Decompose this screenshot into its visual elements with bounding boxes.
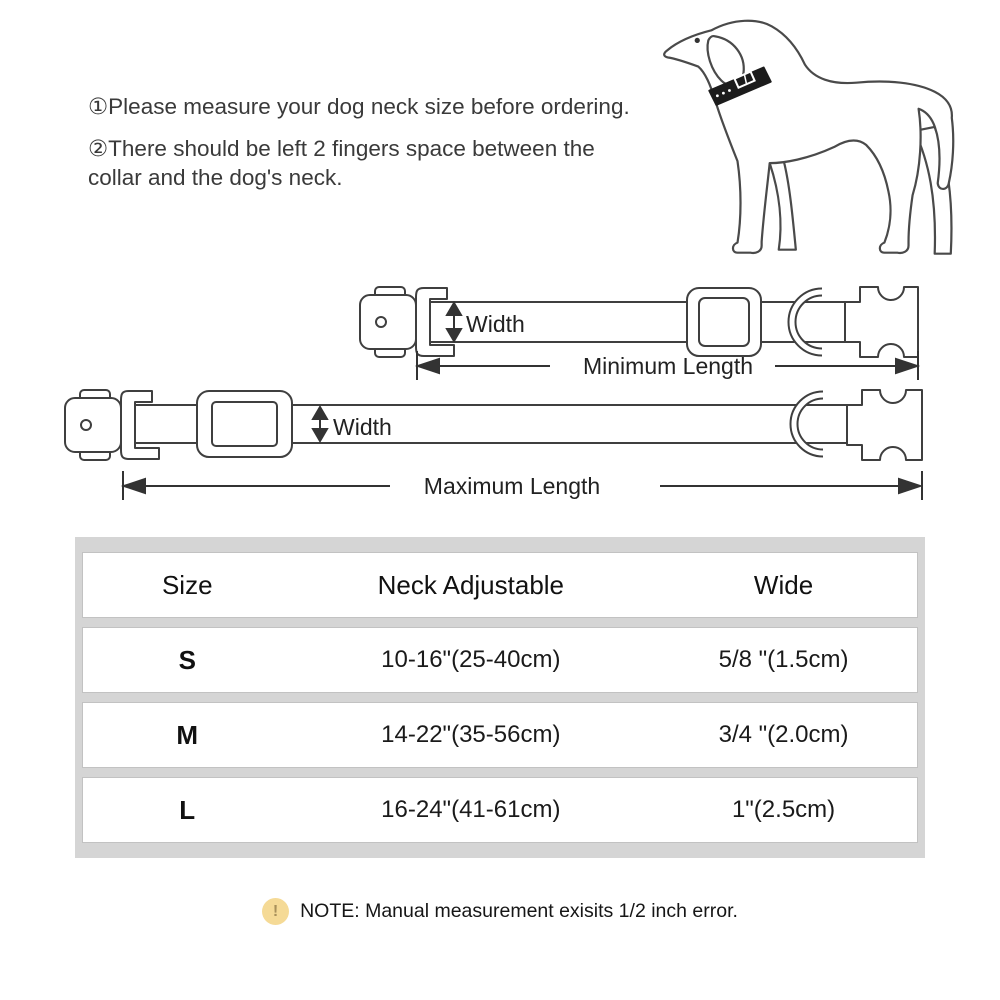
wide-value: 1"(2.5cm): [731, 796, 836, 823]
instruction-line-1: ①Please measure your dog neck size before ordering.: [88, 94, 630, 119]
buckle-female: [360, 295, 416, 349]
size-value: L: [179, 794, 196, 825]
dog-eye: [695, 38, 700, 43]
minimum-length-label: Minimum Length: [582, 353, 754, 379]
header-wide: Wide: [753, 569, 814, 600]
neck-value: 10-16"(25-40cm): [381, 646, 561, 673]
dog-outline-drawing: [655, 12, 987, 264]
measurement-note: [0, 898, 1000, 925]
buckle-female: [65, 398, 121, 452]
header-size: Size: [161, 569, 213, 600]
note-text: NOTE: Manual measurement exisits 1/2 inch error.: [300, 900, 738, 922]
size-value: M: [176, 719, 199, 750]
width-label-min: Width: [466, 311, 525, 337]
exclamation-icon: !: [262, 898, 289, 925]
maximum-length-label: Maximum Length: [423, 473, 601, 499]
wide-value: 5/8 "(1.5cm): [718, 646, 849, 673]
table-row-l: [82, 777, 918, 843]
size-table-header-row: [82, 552, 918, 618]
buckle-male: [847, 390, 922, 460]
table-row-s: [82, 627, 918, 693]
neck-value: 16-24"(41-61cm): [381, 796, 561, 823]
buckle-male: [845, 287, 918, 357]
table-row-m: [82, 702, 918, 768]
size-table: [75, 537, 925, 858]
width-label-max: Width: [333, 414, 392, 440]
instruction-line-2: ②There should be left 2 fingers space between the collar and the dog's neck.: [88, 135, 595, 191]
neck-value: 14-22"(35-56cm): [381, 721, 561, 748]
dog-illustration: [655, 12, 987, 264]
header-neck-adjustable: Neck Adjustable: [377, 569, 565, 600]
dog-far-front-leg: [770, 161, 796, 250]
wide-value: 3/4 "(2.0cm): [718, 721, 849, 748]
size-value: S: [178, 644, 196, 675]
measuring-instructions: [88, 92, 653, 205]
